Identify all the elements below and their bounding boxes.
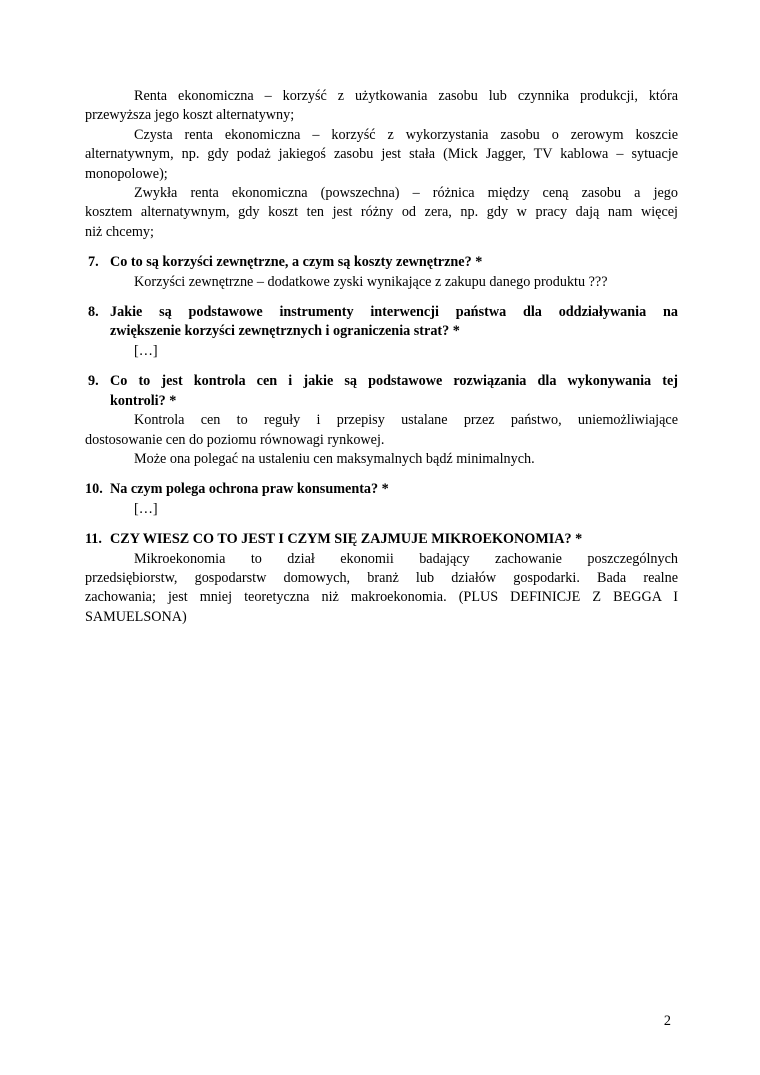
text-line: Może ona polegać na ustaleniu cen maksymalnych bądź minimalnych.	[134, 450, 535, 467]
text-line: alternatywnym, np. gdy podaż jakiegoś zasobu jest stała (Mick Jagger, TV kablowa – sytuacje	[85, 146, 678, 163]
text-line: Co to są korzyści zewnętrzne, a czym są koszty zewnętrzne? *	[110, 254, 483, 271]
question-block	[85, 530, 678, 549]
question-number: 9.	[88, 373, 99, 390]
text-line: […]	[134, 342, 158, 359]
text-line: Zwykła renta ekonomiczna (powszechna) – różnica między ceną zasobu a jego	[134, 185, 678, 202]
question-block	[85, 480, 678, 499]
question-number: 8.	[88, 304, 99, 321]
text-line: zwiększenie korzyści zewnętrznych i ograniczenia strat? *	[110, 323, 460, 340]
text-line: SAMUELSONA)	[85, 608, 187, 625]
answer-paragraph	[85, 273, 678, 292]
answer-paragraph	[85, 550, 678, 628]
question-number: 11.	[85, 531, 102, 548]
text-line: Na czym polega ochrona praw konsumenta? *	[110, 481, 389, 498]
text-line: dostosowanie cen do poziomu równowagi rynkowej.	[85, 431, 385, 448]
body-paragraph	[85, 184, 678, 242]
text-line: CZY WIESZ CO TO JEST I CZYM SIĘ ZAJMUJE MIKROEKONOMIA? *	[110, 531, 583, 548]
text-line: Renta ekonomiczna – korzyść z użytkowania zasobu lub czynnika produkcji, która	[134, 88, 678, 104]
answer-paragraph	[85, 411, 678, 450]
text-line: monopolowe);	[85, 165, 168, 182]
text-line: Czysta renta ekonomiczna – korzyść z wykorzystania zasobu o zerowym koszcie	[134, 126, 678, 143]
text-line: przewyższa jego koszt alternatywny;	[85, 107, 295, 124]
text-line: kontroli? *	[110, 392, 177, 409]
text-line: Co to jest kontrola cen i jakie są podstawowe rozwiązania dla wykonywania tej	[110, 373, 678, 390]
document-content	[85, 87, 678, 627]
answer-paragraph	[85, 450, 678, 469]
answer-paragraph	[85, 500, 678, 519]
question-block	[85, 372, 678, 411]
body-paragraph	[85, 87, 678, 126]
text-line: niż chcemy;	[85, 223, 154, 240]
text-line: Jakie są podstawowe instrumenty interwencji państwa dla oddziaływania na	[110, 304, 678, 321]
question-number: 10.	[85, 481, 103, 498]
answer-paragraph	[85, 342, 678, 361]
body-paragraph	[85, 126, 678, 184]
text-line: Kontrola cen to reguły i przepisy ustalane przez państwo, uniemożliwiające	[134, 412, 678, 429]
text-line: Korzyści zewnętrzne – dodatkowe zyski wynikające z zakupu danego produktu ???	[134, 273, 608, 290]
question-number: 7.	[88, 254, 99, 271]
text-line: Mikroekonomia to dział ekonomii badający zachowanie poszczególnych	[134, 550, 678, 567]
text-line: zachowania; jest mniej teoretyczna niż makroekonomia. (PLUS DEFINICJE Z BEGGA I	[85, 589, 678, 606]
page-number: 2	[663, 1013, 671, 1029]
text-line: […]	[134, 500, 158, 517]
question-block	[85, 303, 678, 342]
text-line: kosztem alternatywnym, gdy koszt ten jest różny od zera, np. gdy w pracy dają nam więcej	[85, 204, 678, 221]
question-block	[85, 253, 678, 272]
text-line: przedsiębiorstw, gospodarstw domowych, branż lub działów gospodarki. Bada realne	[85, 569, 678, 586]
